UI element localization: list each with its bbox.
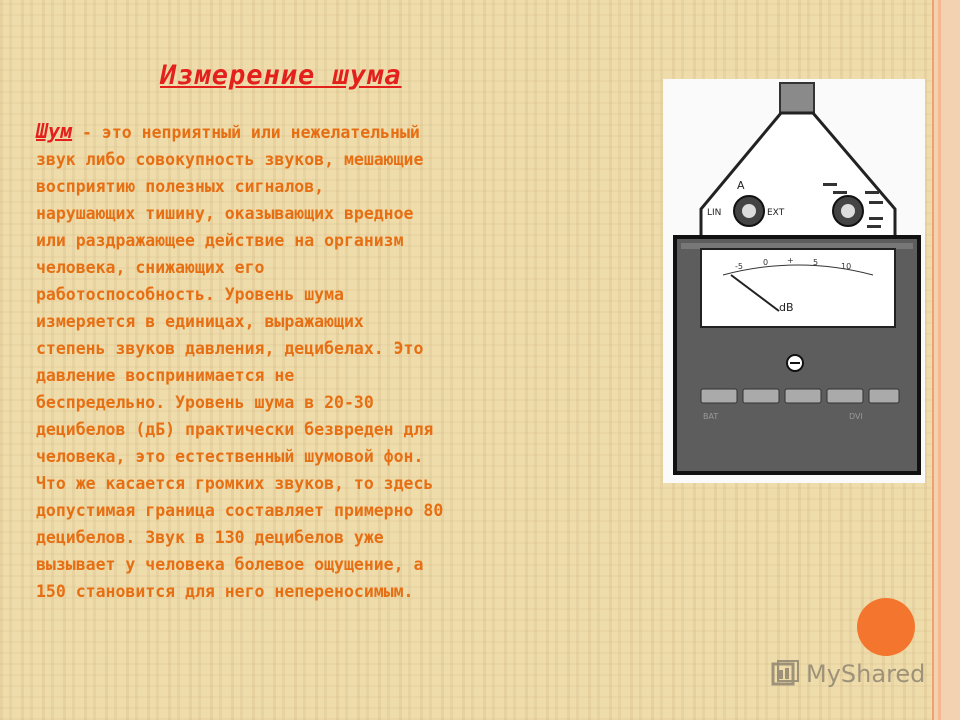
- label-dvi: DVI: [849, 412, 863, 421]
- decorative-orange-circle: [857, 598, 915, 656]
- myshared-logo-icon: [770, 659, 800, 689]
- label-ext: EXT: [767, 208, 785, 218]
- myshared-watermark: [770, 656, 930, 692]
- slide-title: Измерение шума: [160, 60, 402, 91]
- label-lin: LIN: [707, 208, 722, 218]
- scale-label-4: 5: [813, 258, 819, 267]
- scale-label-2: 0: [763, 258, 769, 267]
- sound-level-meter-drawing: [663, 79, 925, 483]
- label-a: A: [737, 179, 745, 192]
- label-bat: BAT: [703, 412, 719, 421]
- label-db: dB: [779, 301, 794, 314]
- watermark-text: MyShared: [806, 660, 926, 688]
- slide-right-border: [932, 0, 960, 720]
- scale-label-5: 10: [841, 262, 852, 271]
- sound-level-meter-image: [663, 79, 925, 483]
- scale-label-1: -5: [735, 262, 743, 271]
- term-noise: Шум: [36, 119, 73, 143]
- scale-label-3: +: [787, 256, 794, 265]
- body-text: - это неприятный или нежелательный звук либо совокупность звуков, мешающие восприятию полезных сигналов, нарушающих тишину, оказывающих вредное или раздражающее действие на организм человека, снижающих его работоспособность. Уровень шума измеряется в единицах, выражающих степень звуков давления, децибелах. Это давление воспринимается не беспредельно. Уровень шума в 20-30 децибелов (дБ) практически безвреден для человека, это естественный шумовой фон. Что же касается громких звуков, то здесь допустимая граница составляет примерно 80 децибелов. Звук в 130 децибелов уже вызывает у человека болевое ощущение, а 150 становится для него непереносимым.: [36, 123, 444, 601]
- body-paragraph: [36, 118, 596, 605]
